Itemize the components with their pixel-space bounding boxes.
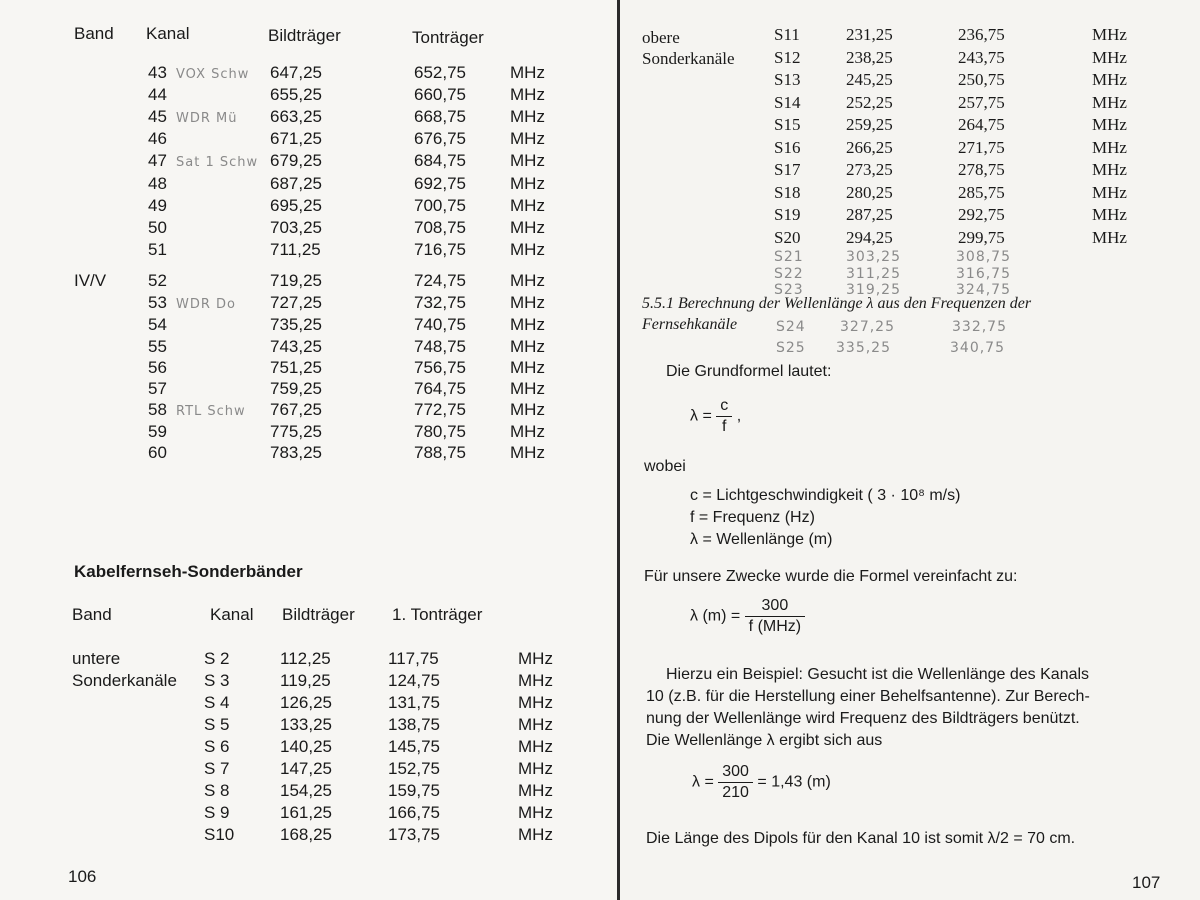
example-line-1: Hierzu ein Beispiel: Gesucht ist die Wellenlänge des Kanals [666,666,1090,683]
formula2-lhs: λ (m) = [690,607,741,625]
audio-carrier: 756,75 [414,358,466,377]
unit-mhz: MHz [510,293,545,312]
handwritten-audio-carrier: 316,75 [956,266,1011,282]
example-line-4: Die Wellenlänge λ ergibt sich aus [646,732,883,749]
video-carrier: 294,25 [846,227,893,247]
unit-mhz: MHz [510,358,545,377]
video-carrier: 119,25 [280,671,331,690]
channel-number: 46 [148,129,167,148]
video-carrier: 695,25 [270,196,322,215]
channel-number: S 6 [204,737,230,756]
unit-mhz: MHz [510,63,545,82]
channel-number: 50 [148,218,167,237]
table-row [0,270,600,292]
table-row [0,648,600,670]
channel-number: 59 [148,422,167,441]
audio-carrier: 724,75 [414,271,466,290]
channel-number: S15 [774,115,801,134]
audio-carrier: 299,75 [958,227,1005,247]
formula3-denominator: 210 [722,784,749,801]
formula1-tail: , [736,407,742,425]
channel-number: 43 [148,63,167,82]
unit-mhz: MHz [518,693,553,712]
handwritten-note: VOX Schw [176,67,250,82]
video-carrier: 238,25 [846,47,893,67]
table-row [0,128,600,150]
table-row [620,24,1190,46]
audio-carrier: 780,75 [414,422,466,441]
channel-number: S16 [774,137,801,157]
channel-number: 53 [148,293,167,312]
audio-carrier: 692,75 [414,174,466,193]
formula3-result: = 1,43 (m) [757,773,831,791]
audio-carrier: 676,75 [414,129,466,148]
table-row [620,92,1190,114]
channel-number: 51 [148,240,167,259]
audio-carrier: 764,75 [414,379,466,398]
video-carrier: 655,25 [270,85,322,104]
video-carrier: 727,25 [270,293,322,312]
audio-carrier: 250,75 [958,70,1005,89]
unit-mhz: MHz [510,240,545,259]
table-row [620,47,1190,69]
video-carrier: 663,25 [270,107,322,126]
audio-carrier: 271,75 [958,137,1005,157]
channel-number: 47 [148,151,167,170]
audio-carrier: 236,75 [958,25,1005,44]
table-row [0,670,600,692]
handwritten-video-carrier: 303,25 [846,249,901,265]
channel-number: S11 [774,25,800,44]
channel-number: S13 [774,70,801,89]
video-carrier: 759,25 [270,379,322,398]
channel-number: S 9 [204,803,230,822]
table-row [0,84,600,106]
handwritten-audio-carrier: 324,75 [956,282,1011,298]
audio-carrier: 716,75 [414,240,466,259]
handwritten-row [620,248,1190,266]
channel-number: 58 [148,400,167,419]
audio-carrier: 145,75 [388,737,440,756]
channel-number: 60 [148,443,167,462]
video-carrier: 735,25 [270,315,322,334]
video-carrier: 154,25 [280,781,332,800]
header-bildtraeger: Bildträger [268,26,341,45]
audio-carrier: 772,75 [414,400,466,419]
video-carrier: 266,25 [846,137,893,157]
handwritten-channel: S23 [774,282,804,298]
video-carrier: 273,25 [846,160,893,179]
table-row [0,195,600,217]
header-kanal: Kanal [146,24,190,43]
table-row [620,159,1190,181]
band2-line1: untere [72,649,121,668]
unit-mhz: MHz [518,781,553,800]
unit-mhz: MHz [510,196,545,215]
audio-carrier: 173,75 [388,825,440,844]
page-number-right: 107 [1132,873,1161,892]
video-carrier: 259,25 [846,115,893,134]
audio-carrier: 285,75 [958,182,1005,202]
formula1-denominator: f [722,418,727,435]
unit-mhz: MHz [518,671,553,690]
header-band: Band [74,24,114,43]
header-tontraeger: Tonträger [412,28,484,47]
unit-mhz: MHz [510,422,545,441]
band2-line2: Sonderkanäle [72,671,177,690]
audio-carrier: 264,75 [958,115,1005,134]
audio-carrier: 748,75 [414,337,466,356]
unit-mhz: MHz [510,85,545,104]
table-row [0,758,600,780]
def-lambda: λ = Wellenlänge (m) [690,531,833,548]
channel-number: 56 [148,358,167,377]
table-row [620,137,1190,159]
unit-mhz: MHz [1092,227,1127,247]
handwritten-note: WDR Do [176,297,236,312]
video-carrier: 287,25 [846,205,893,224]
unit-mhz: MHz [518,715,553,734]
video-carrier: 711,25 [270,240,321,259]
table-row [0,399,600,421]
section-heading-line2: Fernsehkanäle [642,316,738,333]
table-row [0,780,600,802]
video-carrier: 679,25 [270,151,322,170]
formula1-fraction [716,396,732,437]
table-row [0,239,600,261]
channel-number: 55 [148,337,167,356]
table-row [620,114,1190,136]
channel-number: S19 [774,205,801,224]
section-title: Kabelfernseh-Sonderbänder [74,562,303,581]
table-row [0,442,600,464]
audio-carrier: 740,75 [414,315,466,334]
def-f: f = Frequenz (Hz) [690,509,815,526]
unit-mhz: MHz [518,737,553,756]
audio-carrier: 652,75 [414,63,466,82]
handwritten-note: Sat 1 Schw [176,155,259,170]
table-row [0,357,600,379]
audio-carrier: 700,75 [414,196,466,215]
header2-kanal: Kanal [210,605,254,624]
table-row [0,150,600,172]
handwritten-channel: S21 [774,249,804,265]
table-row [0,217,600,239]
unit-mhz: MHz [518,759,553,778]
channel-number: S 2 [204,649,230,668]
example-line-3: nung der Wellenlänge wird Frequenz des Bildträgers benützt. [646,710,1080,727]
formula-example [692,762,831,803]
unit-mhz: MHz [510,315,545,334]
formula2-denominator: f (MHz) [748,618,802,635]
formula3-fraction [718,762,753,803]
channel-number: S 3 [204,671,230,690]
table-row [0,714,600,736]
channel-number: S 8 [204,781,230,800]
formula2-fraction [745,596,805,637]
unit-mhz: MHz [518,803,553,822]
audio-carrier: 117,75 [388,649,439,668]
video-carrier: 783,25 [270,443,322,462]
audio-carrier: 257,75 [958,92,1005,112]
audio-carrier: 278,75 [958,160,1005,179]
unit-mhz: MHz [510,443,545,462]
video-carrier: 140,25 [280,737,332,756]
channel-number: 44 [148,85,167,104]
table-row [0,62,600,84]
handwritten-row [620,339,1190,357]
unit-mhz: MHz [510,337,545,356]
handwritten-video-carrier: 319,25 [846,282,901,298]
handwritten-audio-carrier: 340,75 [950,340,1005,356]
handwritten-channel: S24 [776,319,806,335]
formula2-numerator: 300 [745,596,805,617]
video-carrier: 245,25 [846,70,893,89]
section-heading-line1: 5.5.1 Berechnung der Wellenlänge λ aus den Frequenzen der [642,295,1032,312]
video-carrier: 743,25 [270,337,322,356]
unit-mhz: MHz [510,174,545,193]
video-carrier: 671,25 [270,129,322,148]
video-carrier: 775,25 [270,422,322,441]
header2-tontraeger: 1. Tonträger [392,605,483,624]
table-row [0,336,600,358]
audio-carrier: 684,75 [414,151,466,170]
audio-carrier: 159,75 [388,781,440,800]
channel-number: S12 [774,47,801,67]
video-carrier: 231,25 [846,25,893,44]
audio-carrier: 243,75 [958,47,1005,67]
unit-mhz: MHz [510,271,545,290]
video-carrier: 767,25 [270,400,322,419]
channel-number: S17 [774,160,801,179]
table-row [0,692,600,714]
channel-number: 49 [148,196,167,215]
example-line-2: 10 (z.B. für die Herstellung einer Behelfsantenne). Zur Berech- [646,688,1090,705]
video-carrier: 112,25 [280,649,331,668]
video-carrier: 687,25 [270,174,322,193]
channel-number: S 5 [204,715,230,734]
simplified-text: Für unsere Zwecke wurde die Formel vereinfacht zu: [644,568,1018,585]
channel-number: 54 [148,315,167,334]
table-row [0,378,600,400]
channel-number: S14 [774,92,801,112]
unit-mhz: MHz [518,649,553,668]
table-row [620,69,1190,91]
channel-number: S10 [204,825,235,844]
unit-mhz: MHz [1092,137,1127,157]
audio-carrier: 138,75 [388,715,440,734]
table-row [0,736,600,758]
unit-mhz: MHz [1092,92,1127,112]
wobei-text: wobei [644,458,686,475]
handwritten-audio-carrier: 308,75 [956,249,1011,265]
table-row [620,227,1190,249]
table-row [0,314,600,336]
unit-mhz: MHz [510,218,545,237]
def-c: c = Lichtgeschwindigkeit ( 3 · 10⁸ m/s) [690,487,961,504]
unit-mhz: MHz [1092,47,1127,67]
unit-mhz: MHz [1092,115,1127,134]
unit-mhz: MHz [510,107,545,126]
audio-carrier: 732,75 [414,293,466,312]
handwritten-note: WDR Mü [176,111,238,126]
video-carrier: 751,25 [270,358,322,377]
table-row [0,802,600,824]
video-carrier: 647,25 [270,63,322,82]
audio-carrier: 788,75 [414,443,466,462]
table-row [0,173,600,195]
unit-mhz: MHz [1092,160,1127,179]
formula-simplified [690,596,805,637]
handwritten-video-carrier: 327,25 [840,319,895,335]
video-carrier: 719,25 [270,271,322,290]
table-row [620,204,1190,226]
video-carrier: 168,25 [280,825,332,844]
unit-mhz: MHz [518,825,553,844]
channel-number: S20 [774,227,801,247]
audio-carrier: 660,75 [414,85,466,104]
channel-number: 52 [148,271,167,290]
audio-carrier: 131,75 [388,693,440,712]
formula1-numerator: c [716,396,732,417]
audio-carrier: 152,75 [388,759,440,778]
handwritten-audio-carrier: 332,75 [952,319,1007,335]
unit-mhz: MHz [1092,25,1127,44]
handwritten-video-carrier: 311,25 [846,266,901,282]
channel-number: 57 [148,379,167,398]
intro-text: Die Grundformel lautet: [666,363,832,380]
unit-mhz: MHz [1092,70,1127,89]
handwritten-note: RTL Schw [176,404,246,419]
audio-carrier: 708,75 [414,218,466,237]
handwritten-video-carrier: 335,25 [836,340,891,356]
formula-wavelength [690,396,741,437]
audio-carrier: 166,75 [388,803,440,822]
unit-mhz: MHz [510,151,545,170]
audio-carrier: 292,75 [958,205,1005,224]
video-carrier: 147,25 [280,759,332,778]
formula3-numerator: 300 [718,762,753,783]
audio-carrier: 668,75 [414,107,466,126]
video-carrier: 126,25 [280,693,332,712]
audio-carrier: 124,75 [388,671,440,690]
formula1-lhs: λ = [690,407,712,425]
unit-mhz: MHz [510,379,545,398]
channel-number: 48 [148,174,167,193]
video-carrier: 133,25 [280,715,332,734]
page-number-left: 106 [68,867,97,886]
right-page [620,0,1200,900]
formula3-lhs: λ = [692,773,714,791]
video-carrier: 703,25 [270,218,322,237]
header2-band: Band [72,605,112,624]
handwritten-channel: S22 [774,266,804,282]
unit-mhz: MHz [510,129,545,148]
table-row [0,292,600,314]
table-row [0,106,600,128]
table-row [620,182,1190,204]
conclusion-text: Die Länge des Dipols für den Kanal 10 ist somit λ/2 = 70 cm. [646,830,1076,847]
channel-number: S 4 [204,693,230,712]
channel-number: S18 [774,182,801,202]
unit-mhz: MHz [1092,182,1127,202]
video-carrier: 280,25 [846,182,893,202]
table-row [0,824,600,846]
table-row [0,421,600,443]
band-line1: obere [642,28,680,47]
channel-number: 45 [148,107,167,126]
video-carrier: 161,25 [280,803,332,822]
handwritten-channel: S25 [776,340,806,356]
band-label-iv-v: IV/V [74,271,107,290]
video-carrier: 252,25 [846,92,893,112]
unit-mhz: MHz [1092,205,1127,224]
header2-bildtraeger: Bildträger [282,605,355,624]
band-line2: Sonderkanäle [642,49,735,68]
unit-mhz: MHz [510,400,545,419]
channel-number: S 7 [204,759,230,778]
